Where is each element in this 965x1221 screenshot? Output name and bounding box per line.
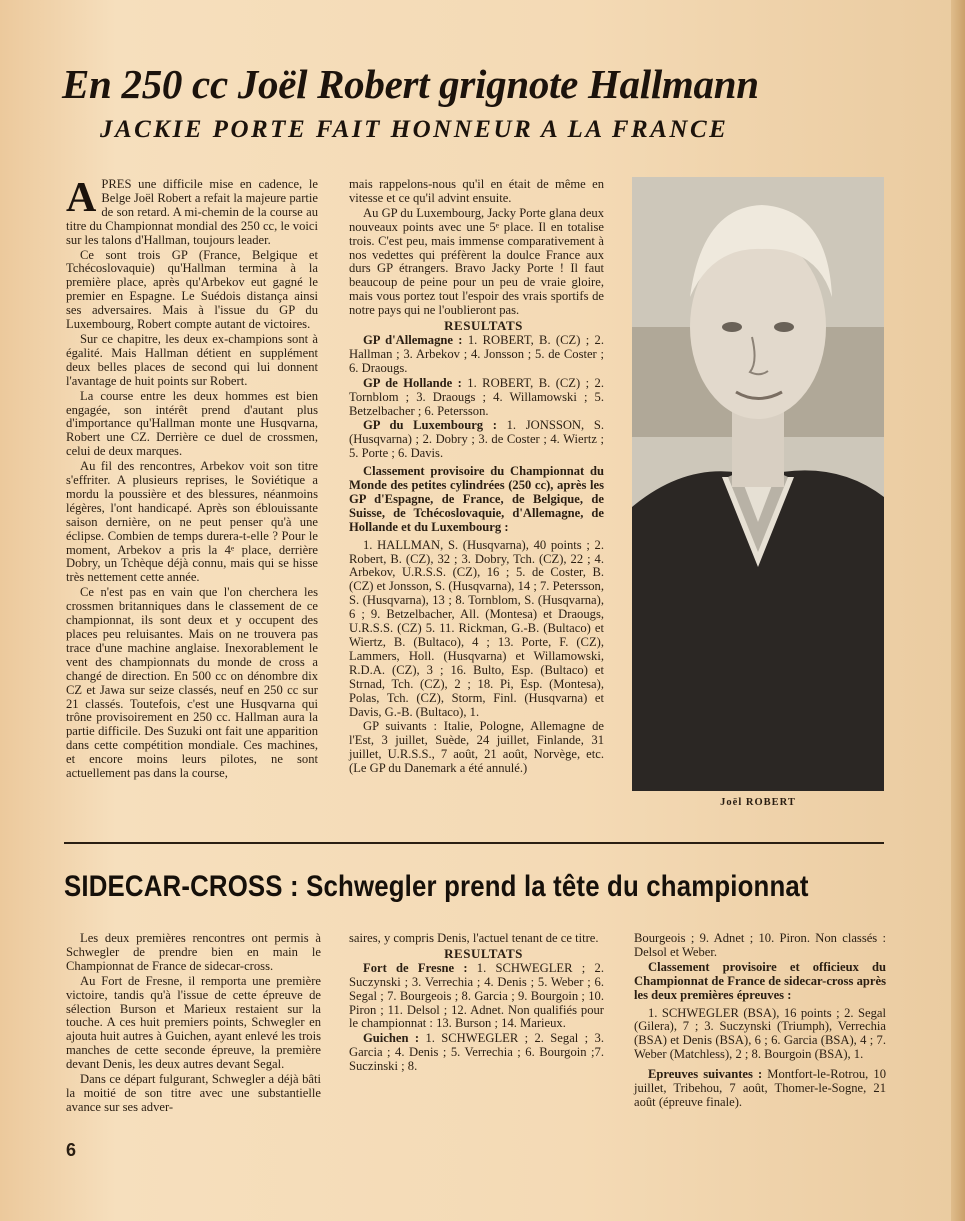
- paragraph: Sur ce chapitre, les deux ex-champions sont à égalité. Mais Hallman détient en supplément deux belles places de second qui lui donnent l'avantage de huit points sur Robert.: [66, 331, 318, 388]
- standings-text: 1. SCHWEGLER (BSA), 16 points ; 2. Segal (Gilera), 7 ; 3. Suczynski (Triumph), Verrechia (BSA) et Denis (BSA), 6 ; 6. Garcia (BSA), 4 ; 7. Weber (Matchless), 2 ; 8. Bourgoin (BSA), 1.: [634, 1005, 886, 1062]
- sidecar-column-1: [66, 932, 321, 1116]
- sidecar-headline: SIDECAR-CROSS : Schwegler prend la tête du championnat: [64, 870, 809, 903]
- paragraph: Dans ce départ fulgurant, Schwegler a déjà bâti la moitié de son titre avec une substantielle avance sur ses adver-: [66, 1072, 321, 1114]
- results-heading: RESULTATS: [444, 318, 523, 334]
- paragraph: Au Fort de Fresne, il remporta une première victoire, tandis qu'à l'issue de cette épreuve de sélection Burson et Marieux restaient sur la touche. A ces huit premiers points, Schwegler en ajouta huit autres à Guichen, ayant enlevé les trois manches de cette seconde épreuve, la première devant Denis, les deux autres devant Segal.: [66, 973, 321, 1072]
- article-headline: En 250 cc Joël Robert grignote Hallmann: [62, 61, 759, 107]
- paragraph: Au GP du Luxembourg, Jacky Porte glana deux nouveaux points avec une 5ᵉ place. Il en totalise trois. C'est peu, mais immense comparativement à nos vedettes qui préfèrent la doulce France aux durs GP étrangers. Bravo Jacky Porte ! Il faut beaucoup de peine pour un peu de vraie gloire, mais vous portez tout l'espoir des vrais sportifs de notre pays qui ne l'oublieront pas.: [349, 205, 604, 318]
- article-column-2: [349, 178, 604, 777]
- upcoming-events: Epreuves suivantes : Montfort-le-Rotrou, 10 juillet, Tribehou, 7 août, Thomer-le-Sogne, 21 août (épreuve finale).: [634, 1067, 886, 1109]
- page-number: 6: [66, 1140, 77, 1160]
- paragraph: GP suivants : Italie, Pologne, Allemagne de l'Est, 3 juillet, Suède, 24 juillet, Finlande, 31 juillet, U.R.S.S., 7 août, 21 août, Norvège, etc. (Le GP du Danemark a été annulé.): [349, 719, 604, 776]
- result-entry: GP d'Allemagne : 1. ROBERT, B. (CZ) ; 2. Hallman ; 3. Arbekov ; 4. Jonsson ; 5. de Coster ; 6. Draougs.: [349, 332, 604, 375]
- result-entry: GP du Luxembourg : 1. JONSSON, S. (Husqvarna) ; 2. Dobry ; 3. de Coster ; 4. Wiertz ; 5. Porte ; 6. Davis.: [349, 418, 604, 461]
- portrait-illustration: [632, 177, 884, 791]
- paragraph: Bourgeois ; 9. Adnet ; 10. Piron. Non classés : Delsol et Weber.: [634, 931, 886, 959]
- standings-heading: Classement provisoire et officieux du Championnat de France de sidecar-cross après les deux premières épreuves :: [634, 959, 886, 1002]
- paragraph: Les deux premières rencontres ont permis à Schwegler de prendre bien en main le Championnat de France de sidecar-cross.: [66, 931, 321, 973]
- photo-caption: Joël ROBERT: [720, 797, 796, 808]
- paragraph: Ce n'est pas en vain que l'on cherchera les crossmen britanniques dans le classement de ce championnat, ils sont deux et y occupent des places peu reluisantes. Mais on ne trouvera pas trace d'une machine anglaise. Inexorablement le vent des championnats du monde de cross a changé de direction. En 500 cc on dénombre dix CZ et Jawa sur seize classés, neuf en 250 cc sur 21 classés. Toutefois, c'est une Husqvarna qui trône provisoirement en 250 cc. Hallman aura la partie difficile. Des Suzuki ont fait une apparition dans cette compétition mondiale. Ces machines, et encore moins leurs pilotes, ne sont actuellement pas dans la course,: [66, 585, 318, 781]
- results-heading: RESULTATS: [444, 945, 523, 961]
- sidecar-column-2: [349, 932, 604, 1075]
- drop-cap: A: [66, 175, 97, 221]
- paragraph: La course entre les deux hommes est bien engagée, son intérêt prend d'autant plus d'importance qu'Hallman monte une Husqvarna, Robert une CZ. Derrière ce duel de crossmen, celui de deux marques.: [66, 388, 318, 459]
- result-entry: Fort de Fresne : 1. SCHWEGLER ; 2. Suczynski ; 3. Verrechia ; 4. Denis ; 5. Weber ; 6. Segal ; 7. Bourgeois ; 8. Garcia ; 9. Bourgoin ; 10. Piron ; 11. Delsol ; 12. Adnet. Non qualifiés pour le championnat : 13. Burson ; 14. Marieux.: [349, 960, 604, 1031]
- standings-heading: Classement provisoire du Championnat du Monde des petites cylindrées (250 cc), après les GP d'Espagne, de France, de Belgique, de Suisse, de Tchécoslovaquie, d'Allemagne, de Hollande et du Luxembourg :: [349, 464, 604, 534]
- sidecar-column-3: [634, 932, 886, 1111]
- article-column-1: [66, 175, 318, 782]
- paragraph: Ce sont trois GP (France, Belgique et Tchécoslovaquie) qu'Hallman termina à la première place, après qu'Arbekov eut gagné le premier en Espagne. Le Suédois distança ainsi ses adversaires. Mais à l'issue du GP du Luxembourg, Robert compte autant de victoires.: [66, 247, 318, 332]
- article-subhead: JACKIE PORTE FAIT HONNEUR A LA FRANCE: [100, 116, 729, 143]
- paragraph: saires, y compris Denis, l'actuel tenant de ce titre.: [349, 931, 599, 945]
- paragraph: APRES une difficile mise en cadence, le Belge Joël Robert a refait la majeure partie de son retard. A mi-chemin de la course au titre du Championnat mondial des 250 cc, le voici sur les talons d'Hallman, toujours leader.: [66, 175, 318, 247]
- paragraph: Au fil des rencontres, Arbekov voit son titre s'effriter. A plusieurs reprises, le Soviétique a mordu la poussière et des blessures, néanmoins légères, l'ont handicapé. Après son éblouissante saison dernière, on ne peut penser qu'à une éclipse. Combien de temps durera-t-elle ? Pour le moment, Arbekov a pris la 4ᵉ place, derrière Dobry, un Tchèque déjà connu, mais qui se hisse très nettement cette année.: [66, 459, 318, 585]
- page-edge: [951, 0, 965, 1221]
- result-entry: Guichen : 1. SCHWEGLER ; 2. Segal ; 3. Garcia ; 4. Denis ; 5. Verrechia ; 6. Bourgoin ;7. Suczinski ; 8.: [349, 1031, 604, 1074]
- paragraph: mais rappelons-nous qu'il en était de même en vitesse et ce qu'il advint ensuite.: [349, 177, 604, 205]
- rider-photo: [632, 177, 884, 791]
- section-divider: [64, 842, 884, 844]
- result-entry: GP de Hollande : 1. ROBERT, B. (CZ) ; 2. Tornblom ; 3. Draougs ; 4. Willamowski ; 5. Betzelbacher ; 6. Petersson.: [349, 375, 604, 418]
- standings-text: 1. HALLMAN, S. (Husqvarna), 40 points ; 2. Robert, B. (CZ), 32 ; 3. Dobry, Tch. (CZ), 22 ; 4. Arbekov, U.R.S.S. (CZ), 16 ; 5. de Coster, B. (CZ) et Jonsson, S. (Husqvarna), 14 ; 7. Petersson, S. (Husqvarna), 13 ; 8. Tornblom, S. (Husqvarna), 6 ; 9. Betzelbacher, All. (Montesa) et Draougs, U.R.S.S. (CZ) 5. 11. Rickman, G.-B. (Bultaco) et Wiertz, B. (Bultaco), 4 ; 13. Porte, F. (CZ), Lammers, Holl. (Husqvarna) et Willamowski, R.D.A. (CZ), 3 ; 16. Bulto, Esp. (Bultaco) et Strnad, Tch. (CZ), 2 ; 18. Pi, Esp. (Montesa), Polas, Tch. (CZ), Storm, Finl. (Husqvarna) et Davis, G.-B. (Bultaco), 1.: [349, 537, 604, 719]
